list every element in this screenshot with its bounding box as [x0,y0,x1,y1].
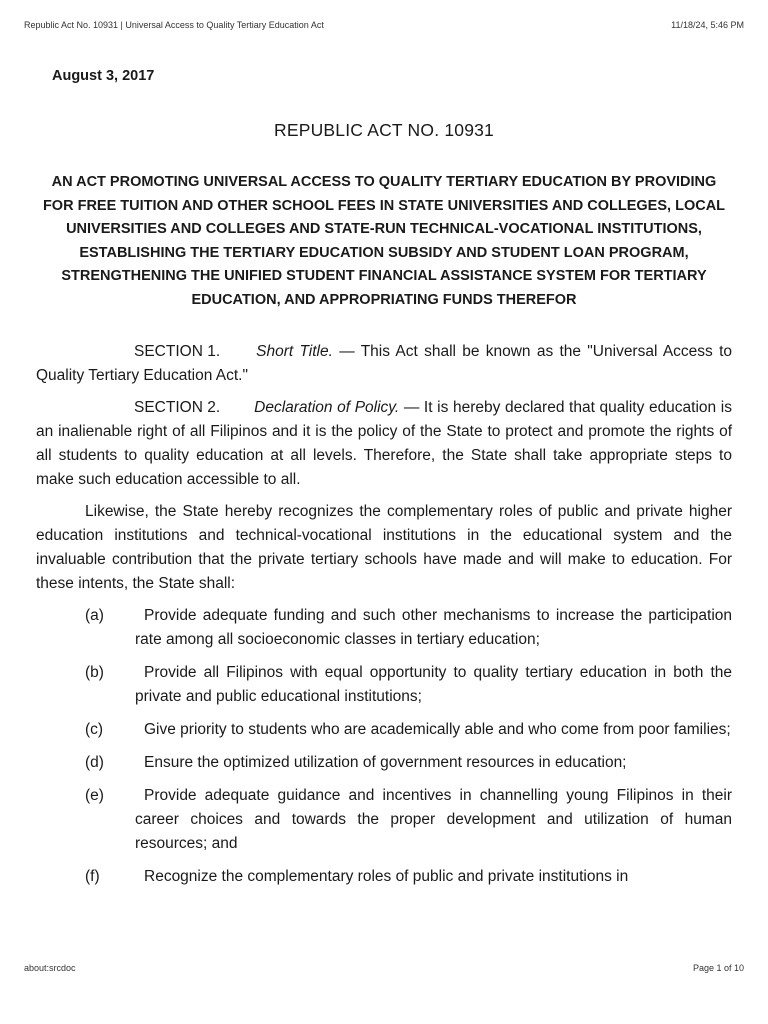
section-1 [36,340,732,388]
list-item [36,604,732,652]
section-2-heading: Declaration of Policy. [254,399,400,416]
section-1-heading: Short Title. [256,343,333,360]
document-date: August 3, 2017 [52,68,155,84]
list-text: Give priority to students who are academically able and who come from poor families; [144,721,731,738]
header-timestamp: 11/18/24, 5:46 PM [671,20,744,30]
list-text: Provide all Filipinos with equal opportunity to quality tertiary education in both the private and public educational institutions; [135,664,732,705]
header-title: Republic Act No. 10931 | Universal Access to Quality Tertiary Education Act [24,20,324,30]
list-marker: (f) [85,868,100,885]
list-item [36,751,732,775]
list-item [36,784,732,856]
list-text: Provide adequate guidance and incentives in channelling young Filipinos in their career choices and towards the proper development and utilization of human resources; and [135,787,732,852]
section-2-text: — It is hereby declared that quality education is an inalienable right of all Filipinos and it is the policy of the State to protect and promote the rights of all students to quality education at all levels. Therefore, the State shall take appropriate steps to make such education accessible to all. [36,399,732,488]
print-header [24,20,744,30]
document-content [36,68,732,898]
print-footer [24,963,744,973]
list-marker: (c) [85,721,104,738]
list-marker: (b) [85,664,104,681]
list-item [36,661,732,709]
section-1-label: SECTION 1. [134,343,221,360]
section-2-label: SECTION 2. [134,399,221,416]
list-marker: (e) [85,787,104,804]
paragraph-likewise: Likewise, the State hereby recognizes the complementary roles of public and private higher education institutions and technical-vocational institutions in the educational system and the invaluable contribution that the private tertiary schools have made and will make to education. For these intents, the State shall: [36,503,732,592]
list-text: Provide adequate funding and such other mechanisms to increase the participation rate among all socioeconomic classes in tertiary education; [135,607,732,648]
list-text: Recognize the complementary roles of public and private institutions in [144,868,629,885]
policy-list [36,604,732,889]
list-marker: (a) [85,607,104,624]
list-item [36,718,732,742]
section-1-text: — This Act shall be known as the "Universal Access to Quality Tertiary Education Act." [36,343,732,384]
act-title: AN ACT PROMOTING UNIVERSAL ACCESS TO QUALITY TERTIARY EDUCATION BY PROVIDING FOR FREE TUITION AND OTHER SCHOOL FEES IN STATE UNIVERSITIES AND COLLEGES, LOCAL UNIVERSITIES AND COLLEGES AND STATE-RUN TECHNICAL-VOCATIONAL INSTITUTIONS, ESTABLISHING THE TERTIARY EDUCATION SUBSIDY AND STUDENT LOAN PROGRAM, STRENGTHENING THE UNIFIED STUDENT FINANCIAL ASSISTANCE SYSTEM FOR TERTIARY EDUCATION, AND APPROPRIATING FUNDS THEREFOR [42,174,726,308]
list-item [36,865,732,889]
list-text: Ensure the optimized utilization of government resources in education; [144,754,627,771]
footer-page-number: Page 1 of 10 [692,963,744,973]
footer-url: about:srcdoc [24,963,76,973]
section-2 [36,396,732,492]
act-number: REPUBLIC ACT NO. 10931 [273,120,494,140]
list-marker: (d) [85,754,104,771]
